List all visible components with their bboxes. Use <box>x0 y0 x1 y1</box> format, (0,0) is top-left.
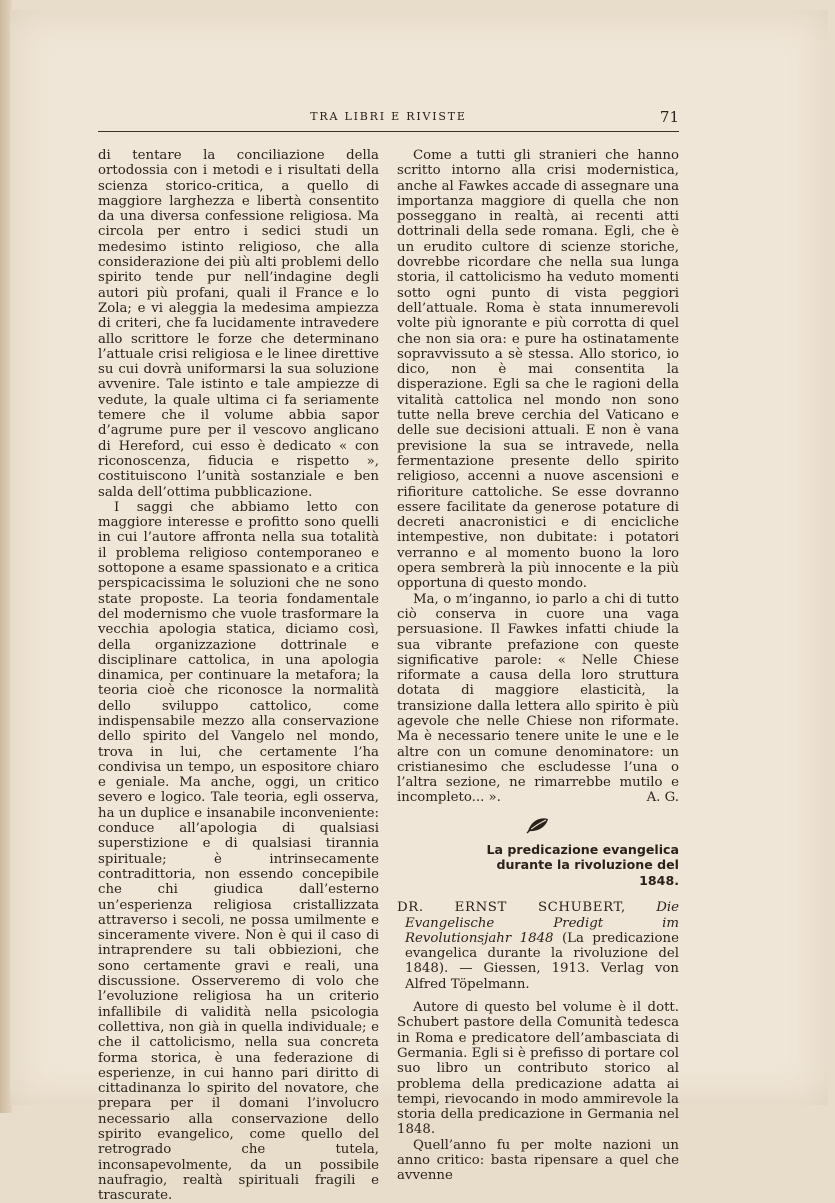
right-paragraph-3: Autore di questo bel volume è il dott. Schubert pastore della Comunità tedesca in Roma e predicatore dell’ambasciata di Germania. Egli si è prefisso di portare col suo libro un contributo storico al problema della predicazione adatta ai tempi, rievocando in modo ammirevole la storia della predicazione in Germania nel 1848. <box>397 1000 679 1138</box>
section-title: La predicazione evangelica durante la rivoluzione del 1848. <box>486 841 679 888</box>
left-paragraph-2: I saggi che abbiamo letto con maggiore interesse e profitto sono quelli in cui l’autore affronta nella sua totalità il problema religioso contemporaneo e sottopone a esame spassionato e a critica perspicacissima le soluzioni che ne sono state proposte. La teoria fondamentale del modernismo che vuole trasformare la vecchia apologia statica, diciamo così, della organizzazione dottrinale e disciplinare cattolica, in una apologia dinamica, per continuare la metafora; la teoria cioè che riconosce la normalità dello sviluppo cattolico, come indispensabile mezzo alla conservazione dello spirito del Vangelo nel mondo, trova in lui, che certamente l’ha condivisa un tempo, un espositore chiaro e geniale. Ma anche, oggi, un critico severo e logico. Tale teoria, egli osserva, ha un duplice e insanabile inconveniente: conduce all’apologia di qualsiasi superstizione e di qualsiasi tirannia spirituale; è intrinsecamente contradittoria, non essendo concepibile che chi giudica dall’esterno un’esperienza religiosa cristallizzata attraverso i secoli, ne possa umilmente e sinceramente vivere. Non è qui il caso di intraprendere su tali obbiezioni, che sono certamente gravi e reali, una discussione. Osserveremo di volo che l’evoluzione religiosa ha un criterio infallibile di validità nella psicologia collettiva, non già in quella individuale; e che il cattolicismo, nella sua concreta forma storica, è una federazione di esperienze, in cui hanno pari diritto di cittadinanza lo spirito del novatore, che prepara per il domani l’involucro necessario alla conservazione dello spirito evangelico, come quello del retrogrado che tutela, inconsapevolmente, da un possibile naufragio, realtà spirituali fragili e trascurate. <box>98 499 379 1203</box>
running-title: TRA LIBRI E RIVISTE <box>310 110 467 123</box>
article-signature: A. G. <box>646 790 679 806</box>
left-paragraph-1: di tentare la conciliazione della ortodossia con i metodi e i risultati della scienza storico-critica, a quello di maggiore larghezza e libertà consentito da una diversa confessione religiosa. Ma circola per entro i sedici studi un medesimo istinto religioso, che alla considerazione dei più alti problemi dello spirito tende pur nell’indagine degli autori più profani, quali il France e lo Zola; e vi aleggia la medesima ampiezza di criteri, che fa lucidamente intravedere allo scrittore le forze che determinano l’attuale crisi religiosa e le linee direttive su cui dovrà uniformarsi la sua soluzione avvenire. Tale istinto e tale ampiezze di vedute, la quale ultima ci fa seriamente temere che il volume abbia sapor d’agrume pure per il vescovo anglicano di Hereford, cui esso è dedicato « con riconoscenza, fiducia e rispetto », costituiscono l’unità sostanziale e ben salda dell’ottima pubblicazione. <box>98 148 379 500</box>
right-paragraph-1: Come a tutti gli stranieri che hanno scritto intorno alla crisi modernistica, anche al Fawkes accade di assegnare una importanza maggiore di quella che non posseggano in realtà, ai recenti atti dottrinali della sede romana. Egli, che è un erudito cultore di scienze storiche, dovrebbe ricordare che nella sua lunga storia, il cattolicismo ha veduto momenti sotto ogni punto di vista peggiori dell’attuale. Roma è stata innumerevoli volte più ignorante e più corrotta di quel che non sia ora: e pure ha ostinatamente sopravvissuto a sè stessa. Allo storico, io dico, non è mai consentita la disperazione. Egli sa che le ragioni della vitalità cattolica nel mondo non sono tutte nella breve cerchia del Vaticano e delle sue decisioni attuali. E non è vana previsione la sua se intravede, nella fermentazione presente dello spirito religioso, accenni a nuove ascensioni e rifioriture cattoliche. Se esse dovranno essere facilitate da generose potature di decreti anacronistici e di encicliche intempestive, non dubitate: i potatori verranno e al momento buono la loro opera sembrerà la più innocente e la più opportuna di questo mondo. <box>397 148 679 592</box>
page-number: 71 <box>659 108 679 126</box>
biblio-author: DR. ERNST SCHUBERT, <box>397 900 626 916</box>
running-head <box>98 107 679 132</box>
right-paragraph-2: Ma, o m’inganno, io parlo a chi di tutto ciò conserva in cuore una vaga persuasione. Il Fawkes infatti chiude la sua vibrante prefazione con queste significative parole: « Nelle Chiese riformate a causa della loro struttura dotata di maggiore elasticità, la transizione dalla lettera allo spirito è più agevole che nelle Chiese non riformate. Ma è necessario tenere unite le une e le altre con un comune denominatore: un cristianesimo che escludesse l’una o l’altra sezione, ne rimarrebbe mutilo e incompleto... ». <box>397 591 679 806</box>
right-paragraph-4: Quell’anno fu per molte nazioni un anno critico: basta ripensare a quel che avvenne <box>397 1137 679 1184</box>
biblio-title: Die Evangelische Predigt im Revolutionsjahr 1848 <box>405 900 679 946</box>
left-column <box>98 148 379 1203</box>
bibliographic-entry <box>397 900 679 992</box>
right-column <box>397 148 679 1184</box>
leaf-fleuron-icon <box>397 816 679 836</box>
biblio-details: (La predicazione evangelica durante la rivoluzione del 1848). — Giessen, 1913. Verlag von Alfred Töpelmann. <box>405 930 679 992</box>
